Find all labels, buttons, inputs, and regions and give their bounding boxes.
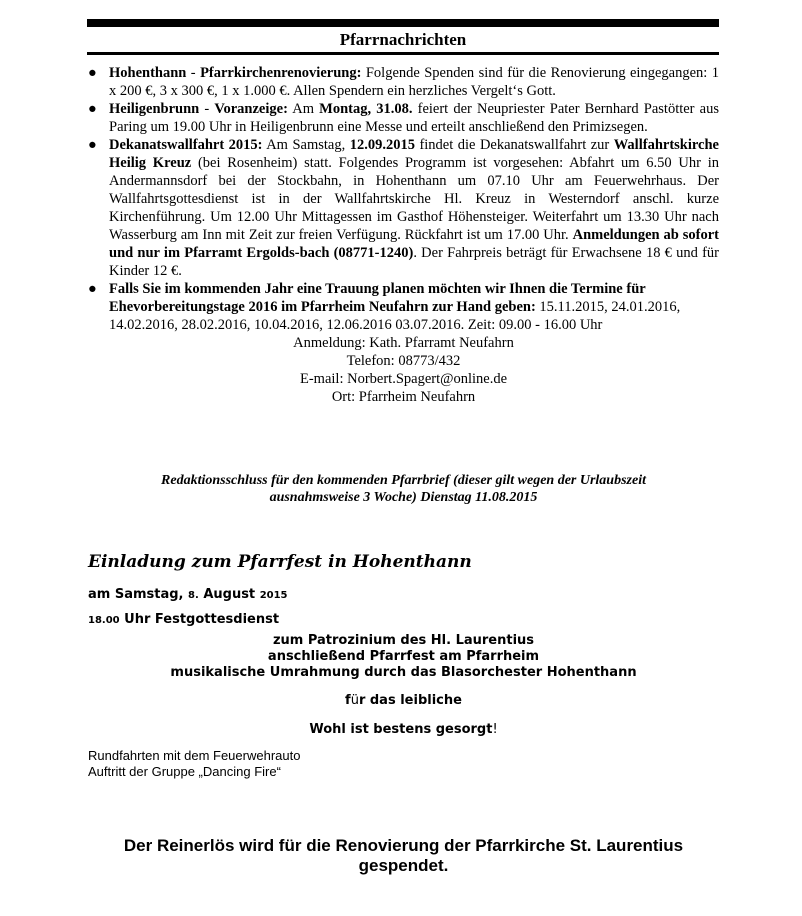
- bullet-icon: ●: [88, 137, 97, 153]
- fuer-prefix: f: [345, 693, 351, 708]
- fuer-umlaut: ü: [350, 693, 359, 708]
- news-text: feiert der Neupriester Pater Bernhard Pastötter aus Paring um 19.00 Uhr in Heiligenbrunn eine Messe und erteilt anschließend den Primizsegen.: [109, 101, 719, 135]
- news-heading: Heiligenbrunn: [109, 101, 200, 117]
- news-item-hohenthann: [88, 64, 719, 100]
- contact-ort: Ort: Pfarrheim Neufahrn: [331, 389, 476, 405]
- top-rule: [87, 19, 719, 27]
- invitation-date: [88, 586, 288, 605]
- news-text: findet die Dekanatswallfahrt zur: [414, 137, 614, 153]
- time-value: 18.00: [88, 615, 120, 626]
- news-separator: -: [199, 101, 215, 117]
- invitation-extras: [88, 748, 300, 780]
- contact-email: E-mail: Norbert.Spagert@online.de: [299, 371, 508, 387]
- news-heading: Hohenthann: [109, 65, 187, 81]
- news-text: Folgende Spenden sind für die Renovierung eingegangen: 1 x 200 €, 3 x 300 €, 1 x 1.000 €. Allen Spendern ein herzliches Vergelt‘s Gott.: [109, 65, 719, 99]
- closing-line: Der Reinerlös wird für die Renovierung der Pfarrkirche St. Laurentius: [123, 836, 684, 855]
- section-title: Pfarrnachrichten: [339, 30, 467, 49]
- news-separator: -: [186, 65, 201, 81]
- news-text: (bei Rosenheim) statt. Folgendes Programm ist vorgesehen: Abfahrt um 6.50 Uhr in Andermannsdorf bei der Stockbahn, in Hohenthann um 07.10 Uhr am Feuerwehrhaus. Der Wallfahrtsgottesdienst ist in der Wallfahrtskirche Hl. Kreuz in Westerndorf anschl. kurze Kirchenführung. Um 12.00 Uhr Mittagessen im Gasthof Höhensteiger. Weiterfahrt um 13.30 Uhr nach Wasserburg am Inn mit Zeit zur freien Verfügung. Rückfahrt ist um 17.00 Uhr.: [109, 155, 719, 243]
- news-subheading: Voranzeige:: [214, 101, 288, 117]
- news-heading: Falls Sie im kommenden Jahr eine Trauung planen möchten wir Ihnen die Termine für Ehevorbereitungstage 2016 im Pfarrheim Neufahrn zur Hand geben:: [109, 281, 646, 315]
- title-rule: [87, 52, 719, 55]
- invitation-time: [88, 611, 279, 630]
- news-item-dekanatswallfahrt: [88, 136, 719, 280]
- date-year: 2015: [259, 590, 288, 601]
- date-day: 8.: [188, 590, 199, 601]
- fuer-rest: r das leibliche: [358, 693, 462, 708]
- news-section: [88, 64, 719, 406]
- bullet-icon: ●: [88, 65, 97, 81]
- program-line: anschließend Pfarrfest am Pfarrheim: [267, 649, 540, 664]
- news-text: Am Samstag,: [262, 137, 350, 153]
- invitation-food-line: [88, 693, 719, 709]
- closing-statement: [88, 836, 719, 876]
- wohl-text: Wohl ist bestens gesorgt: [309, 722, 493, 737]
- news-text: . Der Fahrpreis beträgt für Erwachsene 18 € und für Kinder 12 €.: [109, 245, 719, 279]
- date-prefix: am Samstag,: [88, 587, 189, 602]
- news-registration: Anmeldungen ab sofort und nur im Pfarramt Ergolds-bach (08771-1240): [109, 227, 720, 261]
- deadline-notice: [88, 472, 719, 506]
- news-date: Montag, 31.08.: [319, 101, 413, 117]
- news-text: 15.11.2015, 24.01.2016, 14.02.2016, 28.02.2016, 10.04.2016, 12.06.2016 03.07.2016. Zeit: 09.00 - 16.00 Uhr: [109, 299, 681, 333]
- contact-anmeldung: Anmeldung: Kath. Pfarramt Neufahrn: [293, 335, 514, 351]
- news-item-trauung: [88, 280, 719, 334]
- news-subheading: Pfarrkirchenrenovierung:: [200, 65, 362, 81]
- wohl-exclamation: !: [492, 722, 498, 737]
- news-list: [88, 64, 719, 334]
- invitation-wohl-line: [88, 722, 719, 738]
- bullet-icon: ●: [88, 281, 97, 297]
- invitation-title: Einladung zum Pfarrfest in Hohenthann: [88, 552, 472, 572]
- news-item-heiligenbrunn: [88, 100, 719, 136]
- deadline-line: ausnahmsweise 3 Woche) Dienstag 11.08.2015: [269, 490, 538, 505]
- invitation-program: [88, 633, 719, 681]
- bullet-icon: ●: [88, 101, 97, 117]
- news-church: Wallfahrtskirche Heilig Kreuz: [109, 137, 719, 171]
- deadline-line: Redaktionsschluss für den kommenden Pfarrbrief (dieser gilt wegen der Urlaubszeit: [161, 473, 646, 488]
- extras-line: Auftritt der Gruppe „Dancing Fire“: [88, 764, 281, 779]
- program-line: musikalische Umrahmung durch das Blasorchester Hohenthann: [170, 665, 637, 680]
- extras-line: Rundfahrten mit dem Feuerwehrauto: [88, 748, 301, 763]
- news-heading: Dekanatswallfahrt 2015:: [109, 137, 263, 153]
- contact-block: [88, 334, 719, 406]
- news-date: 12.09.2015: [349, 137, 415, 153]
- date-month: August: [198, 587, 260, 602]
- news-text: Am: [287, 101, 320, 117]
- closing-line: gespendet.: [358, 856, 449, 875]
- time-text: Uhr Festgottesdienst: [119, 612, 280, 627]
- contact-telefon: Telefon: 08773/432: [346, 353, 461, 369]
- program-line: zum Patrozinium des Hl. Laurentius: [272, 633, 535, 648]
